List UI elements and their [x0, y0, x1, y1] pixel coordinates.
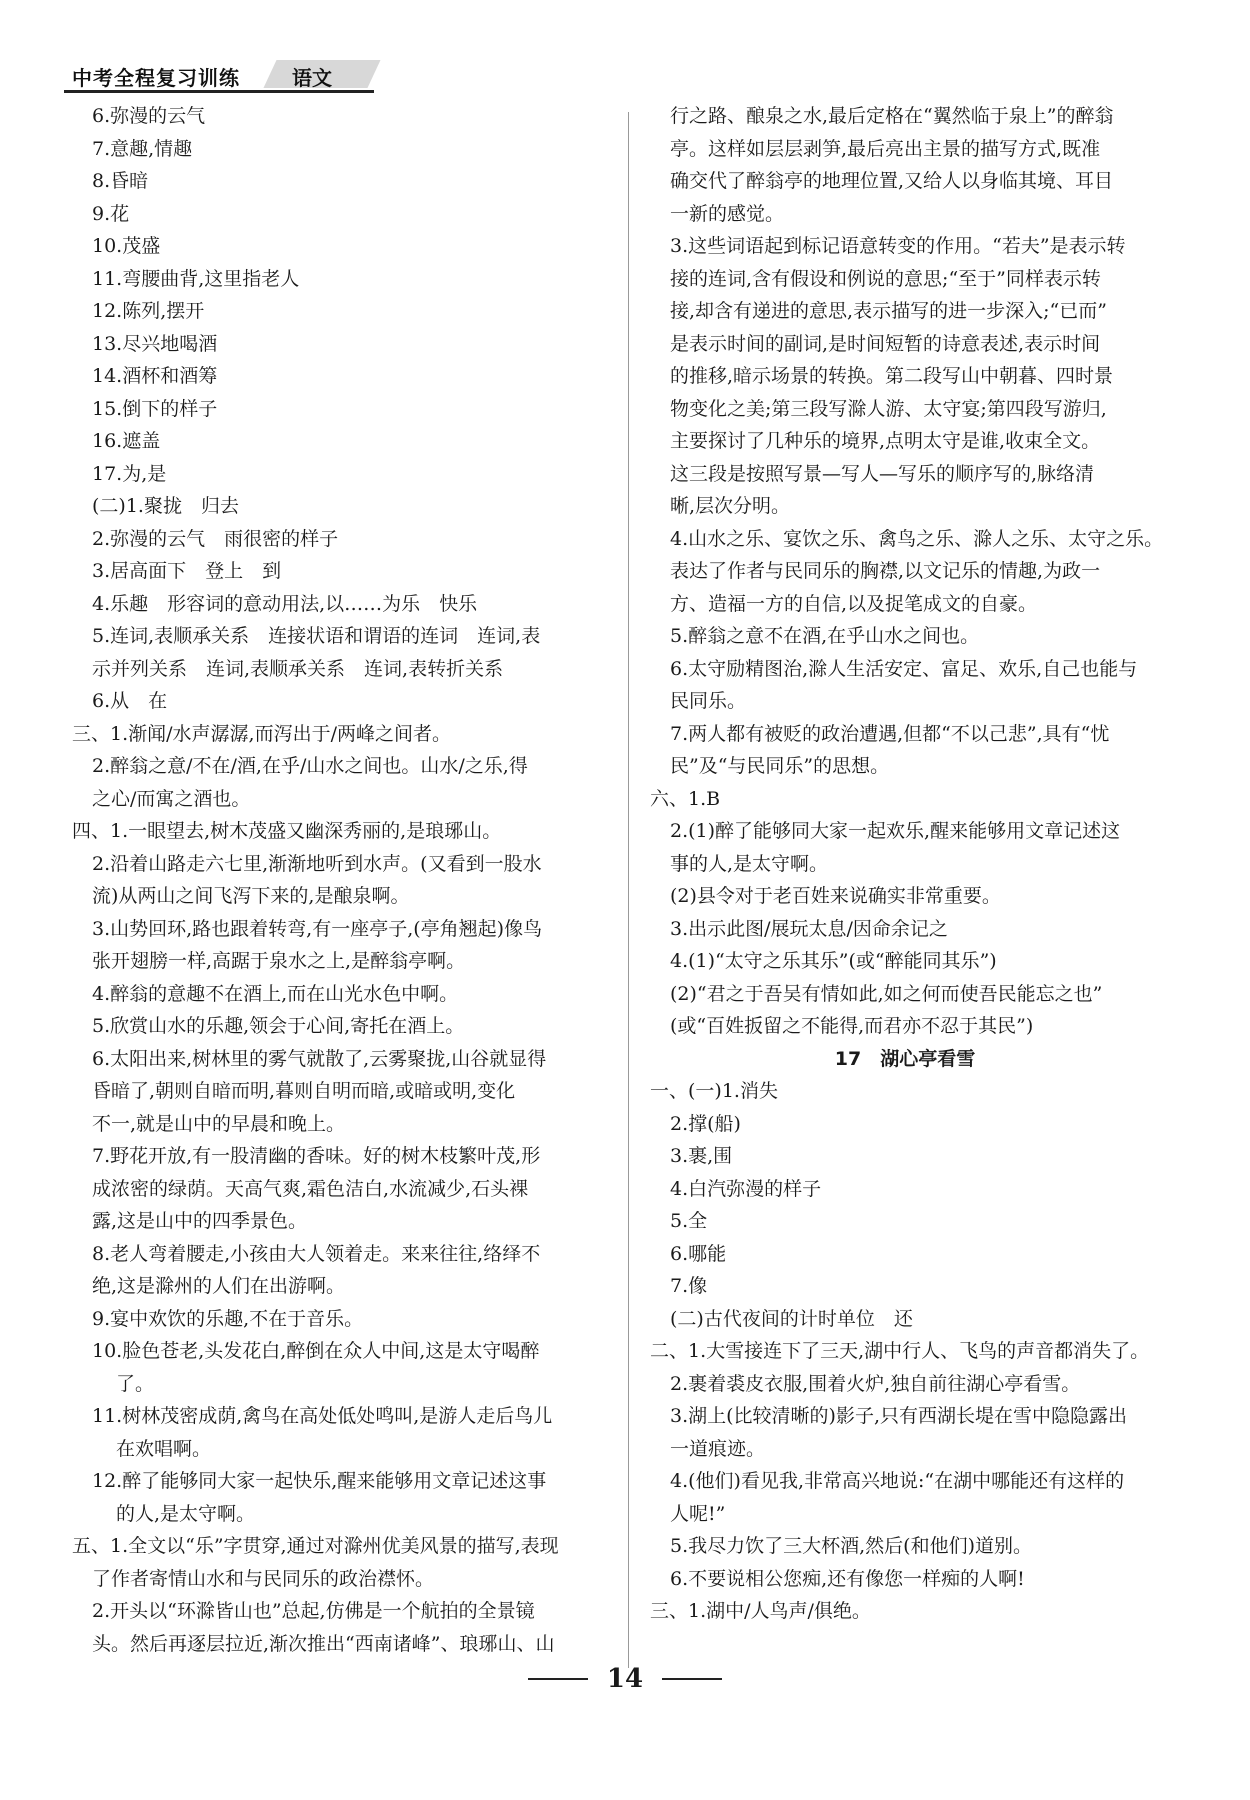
- answer-line: 6.太阳出来,树林里的雾气就散了,云雾聚拢,山谷就显得: [92, 1047, 547, 1070]
- answer-line: 2.撑(船): [670, 1112, 741, 1135]
- answer-line: 接的连词,含有假设和例说的意思;“至于”同样表示转: [670, 267, 1101, 290]
- answer-line: 6.太守励精图治,滁人生活安定、富足、欢乐,自己也能与: [670, 657, 1138, 680]
- answer-line: 9.宴中欢饮的乐趣,不在于音乐。: [92, 1307, 364, 1330]
- answer-line: 5.连词,表顺承关系 连接状语和谓语的连词 连词,表: [92, 625, 541, 647]
- answer-line: 人呢!”: [670, 1502, 726, 1525]
- page-header: [64, 56, 374, 92]
- answer-line: 8.昏暗: [92, 170, 149, 192]
- answer-line: 六、1.B: [650, 787, 721, 810]
- answer-line: 6.从 在: [92, 690, 168, 712]
- answer-line: 二、1.大雪接连下了三天,湖中行人、飞鸟的声音都消失了。: [650, 1340, 1150, 1362]
- answer-line: 10.脸色苍老,头发花白,醉倒在众人中间,这是太守喝醉: [92, 1340, 540, 1362]
- page-number: 14: [606, 1664, 644, 1694]
- answer-line: 11.树林茂密成荫,禽鸟在高处低处鸣叫,是游人走后鸟儿: [92, 1405, 553, 1427]
- book-title: 中考全程复习训练: [72, 66, 240, 90]
- answer-line: 是表示时间的副词,是时间短暂的诗意表述,表示时间: [670, 332, 1101, 355]
- answer-line: 9.花: [92, 202, 130, 225]
- answer-line: 事的人,是太守啊。: [670, 852, 829, 875]
- answer-line: 5.醉翁之意不在酒,在乎山水之间也。: [670, 625, 980, 647]
- answer-line: 民”及“与民同乐”的思想。: [670, 755, 890, 777]
- answer-line: 14.酒杯和酒筹: [92, 365, 218, 387]
- footer-ornament-left: [528, 1678, 588, 1680]
- answer-line: (二)1.聚拢 归去: [92, 495, 239, 517]
- answer-line: 5.欣赏山水的乐趣,领会于心间,寄托在酒上。: [92, 1015, 465, 1037]
- footer-ornament-right: [662, 1678, 722, 1680]
- answer-line: 3.居高面下 登上 到: [92, 560, 282, 582]
- answer-line: 在欢唱啊。: [116, 1437, 212, 1460]
- answer-line: 7.像: [670, 1275, 708, 1297]
- answer-line: 这三段是按照写景—写人—写乐的顺序写的,脉络清: [670, 462, 1095, 485]
- answer-line: 7.意趣,情趣: [92, 137, 193, 160]
- answer-line: 成浓密的绿荫。天高气爽,霜色洁白,水流减少,石头裸: [92, 1177, 529, 1200]
- answer-line: 昏暗了,朝则自暗而明,暮则自明而暗,或暗或明,变化: [92, 1080, 516, 1102]
- answer-line: (2)“君之于吾吴有情如此,如之何而使吾民能忘之也”: [670, 982, 1103, 1005]
- page-footer: [520, 1660, 730, 1700]
- answer-line: 方、造福一方的自信,以及捉笔成文的自豪。: [670, 592, 1038, 615]
- answer-line: 4.山水之乐、宴饮之乐、禽鸟之乐、滁人之乐、太守之乐。: [670, 527, 1164, 550]
- answer-line: (2)县令对于老百姓来说确实非常重要。: [670, 885, 1001, 907]
- answer-line: 4.醉翁的意趣不在酒上,而在山光水色中啊。: [92, 982, 459, 1005]
- answer-line: 晰,层次分明。: [670, 495, 791, 517]
- answer-line: 2.醉翁之意/不在/酒,在乎/山水之间也。山水/之乐,得: [92, 755, 528, 777]
- answer-line: 五、1.全文以“乐”字贯穿,通过对滁州优美风景的描写,表现: [72, 1535, 559, 1557]
- subject-label: 语文: [292, 66, 332, 90]
- answer-line: 8.老人弯着腰走,小孩由大人领着走。来来往往,络绎不: [92, 1242, 541, 1265]
- answer-line: 4.(他们)看见我,非常高兴地说:“在湖中哪能还有这样的: [670, 1470, 1125, 1492]
- answer-line: 2.开头以“环滁皆山也”总起,仿佛是一个航拍的全景镜: [92, 1600, 535, 1622]
- answer-line: (或“百姓扳留之不能得,而君亦不忍于其民”): [670, 1015, 1034, 1037]
- answer-line: 15.倒下的样子: [92, 397, 218, 420]
- answer-line: 2.(1)醉了能够同大家一起欢乐,醒来能够用文章记述这: [670, 820, 1121, 842]
- answer-line: 2.裹着裘皮衣服,围着火炉,独自前往湖心亭看雪。: [670, 1372, 1081, 1395]
- answer-line: 的人,是太守啊。: [116, 1502, 256, 1525]
- answer-line: 四、1.一眼望去,树木茂盛又幽深秀丽的,是琅琊山。: [72, 820, 502, 842]
- answer-line: 6.哪能: [670, 1242, 727, 1265]
- answer-line: 确交代了醉翁亭的地理位置,又给人以身临其境、耳目: [670, 170, 1114, 192]
- answer-line: 了作者寄情山水和与民同乐的政治襟怀。: [92, 1567, 435, 1590]
- answer-line: 2.弥漫的云气 雨很密的样子: [92, 527, 339, 550]
- answer-line: 之心/而寓之酒也。: [92, 787, 251, 810]
- answer-line: 一、(一)1.消失: [650, 1080, 778, 1102]
- answer-line: 3.裹,围: [670, 1145, 733, 1167]
- answer-line: 5.全: [670, 1210, 708, 1232]
- answer-line: (二)古代夜间的计时单位 还: [670, 1307, 913, 1330]
- answer-line: 6.弥漫的云气: [92, 105, 206, 127]
- column-divider: [628, 112, 629, 1668]
- answer-line: 17.为,是: [92, 462, 167, 485]
- answer-line: 3.湖上(比较清晰的)影子,只有西湖长堤在雪中隐隐露出: [670, 1405, 1127, 1427]
- answer-line: 一新的感觉。: [670, 202, 785, 225]
- answer-line: 示并列关系 连词,表顺承关系 连词,表转折关系: [92, 657, 504, 680]
- answer-line: 行之路、酿泉之水,最后定格在“翼然临于泉上”的醉翁: [670, 105, 1114, 127]
- answer-line: 3.山势回环,路也跟着转弯,有一座亭子,(亭角翘起)像鸟: [92, 917, 543, 940]
- answer-line: 主要探讨了几种乐的境界,点明太守是谁,收束全文。: [670, 430, 1101, 452]
- answer-line: 7.野花开放,有一股清幽的香味。好的树木枝繁叶茂,形: [92, 1145, 541, 1167]
- answer-line: 12.陈列,摆开: [92, 300, 205, 322]
- answer-line: 10.茂盛: [92, 235, 161, 257]
- answer-line: 7.两人都有被贬的政治遭遇,但都“不以己悲”,具有“忧: [670, 722, 1110, 745]
- answer-line: 绝,这是滁州的人们在出游啊。: [92, 1275, 346, 1297]
- answer-line: 4.白汽弥漫的样子: [670, 1177, 822, 1200]
- answer-line: 的推移,暗示场景的转换。第二段写山中朝暮、四时景: [670, 365, 1114, 387]
- answer-line: 3.这些词语起到标记语意转变的作用。“若夫”是表示转: [670, 235, 1126, 257]
- answer-line: 不一,就是山中的早晨和晚上。: [92, 1112, 346, 1135]
- answer-line: 露,这是山中的四季景色。: [92, 1210, 308, 1232]
- answer-line: 接,却含有递进的意思,表示描写的进一步深入;“已而”: [670, 300, 1107, 322]
- answer-line: 民同乐。: [670, 690, 747, 712]
- answer-line: 4.乐趣 形容词的意动用法,以……为乐 快乐: [92, 592, 478, 615]
- answer-line: 流)从两山之间飞泻下来的,是酿泉啊。: [92, 885, 410, 907]
- header-rule: [64, 90, 374, 93]
- answer-line: 头。然后再逐层拉近,渐次推出“西南诸峰”、琅琊山、山: [92, 1632, 555, 1655]
- answer-line: 亭。这样如层层剥笋,最后亮出主景的描写方式,既准: [670, 137, 1101, 160]
- answer-line: 6.不要说相公您痴,还有像您一样痴的人啊!: [670, 1567, 1025, 1590]
- answer-line: 表达了作者与民同乐的胸襟,以文记乐的情趣,为政一: [670, 560, 1101, 582]
- section-heading: 17 湖心亭看雪: [834, 1047, 976, 1070]
- right-column: [650, 100, 1164, 1628]
- answer-line: 一道痕迹。: [670, 1437, 766, 1460]
- answer-line: 3.出示此图/展玩太息/因命余记之: [670, 917, 948, 940]
- answer-line: 13.尽兴地喝酒: [92, 332, 218, 355]
- answer-line: 2.沿着山路走六七里,渐渐地听到水声。(又看到一股水: [92, 852, 542, 875]
- answer-line: 三、1.湖中/人鸟声/俱绝。: [650, 1600, 871, 1622]
- answer-line: 4.(1)“太守之乐其乐”(或“醉能同其乐”): [670, 950, 997, 972]
- answer-line: 张开翅膀一样,高踞于泉水之上,是醉翁亭啊。: [92, 950, 466, 972]
- left-column: [72, 100, 612, 1660]
- answer-line: 12.醉了能够同大家一起快乐,醒来能够用文章记述这事: [92, 1470, 547, 1492]
- answer-line: 物变化之美;第三段写滁人游、太守宴;第四段写游归,: [670, 397, 1107, 420]
- answer-line: 11.弯腰曲背,这里指老人: [92, 267, 300, 290]
- answer-line: 16.遮盖: [92, 430, 161, 452]
- answer-line: 了。: [116, 1372, 155, 1395]
- answer-line: 三、1.渐闻/水声潺潺,而泻出于/两峰之间者。: [72, 722, 451, 745]
- answer-line: 5.我尽力饮了三大杯酒,然后(和他们)道别。: [670, 1535, 1032, 1557]
